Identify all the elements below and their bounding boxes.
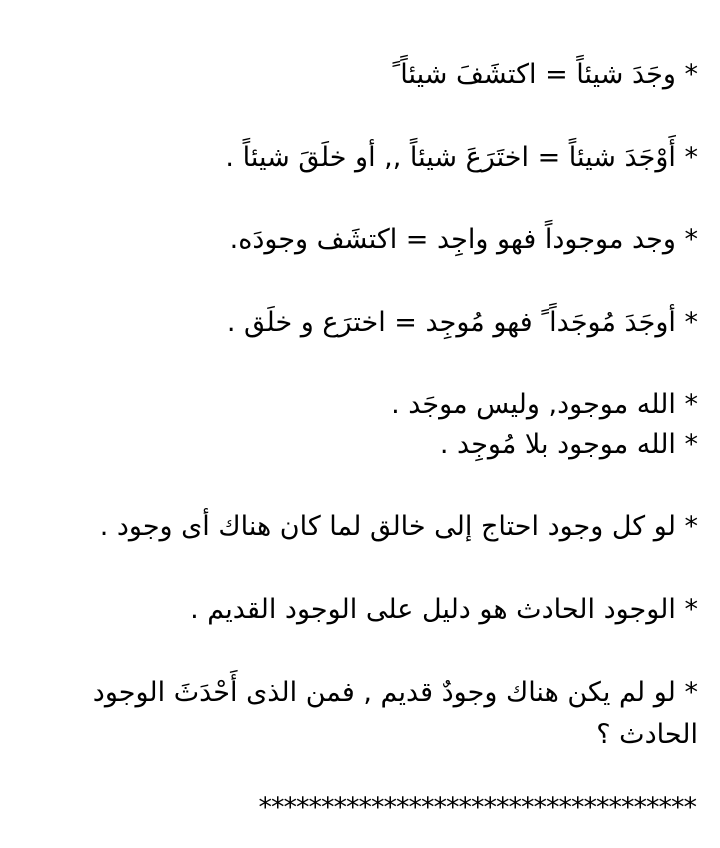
text-line-4: * أوجَدَ مُوجَداً ً فهو مُوجِد = اخترَع و خلَق .: [226, 307, 698, 338]
text-line-1: * وجَدَ شيئاً = اكتشَفَ شيئاً ً: [392, 59, 698, 90]
separator-stars: ***********************************: [258, 792, 696, 823]
text-line-6: * الله موجود بلا مُوجِد .: [439, 429, 698, 460]
text-line-8: * الوجود الحادث هو دليل على الوجود القديم .: [190, 594, 698, 625]
text-line-2: * أَوْجَدَ شيئاً = اختَرَعَ شيئاً ,, أو خلَقَ شيئاً .: [225, 142, 698, 173]
text-line-9: * لو لم يكن هناك وجودٌ قديم , فمن الذى أَحْدَثَ الوجود الحادث ؟: [92, 677, 698, 750]
text-line-5: * الله موجود, وليس موجَد .: [391, 389, 698, 420]
text-line-3: * وجد موجوداً فهو واجِد = اكتشَف وجودَه.: [229, 224, 698, 255]
text-line-7: * لو كل وجود احتاج إلى خالق لما كان هناك أى وجود .: [99, 511, 698, 542]
